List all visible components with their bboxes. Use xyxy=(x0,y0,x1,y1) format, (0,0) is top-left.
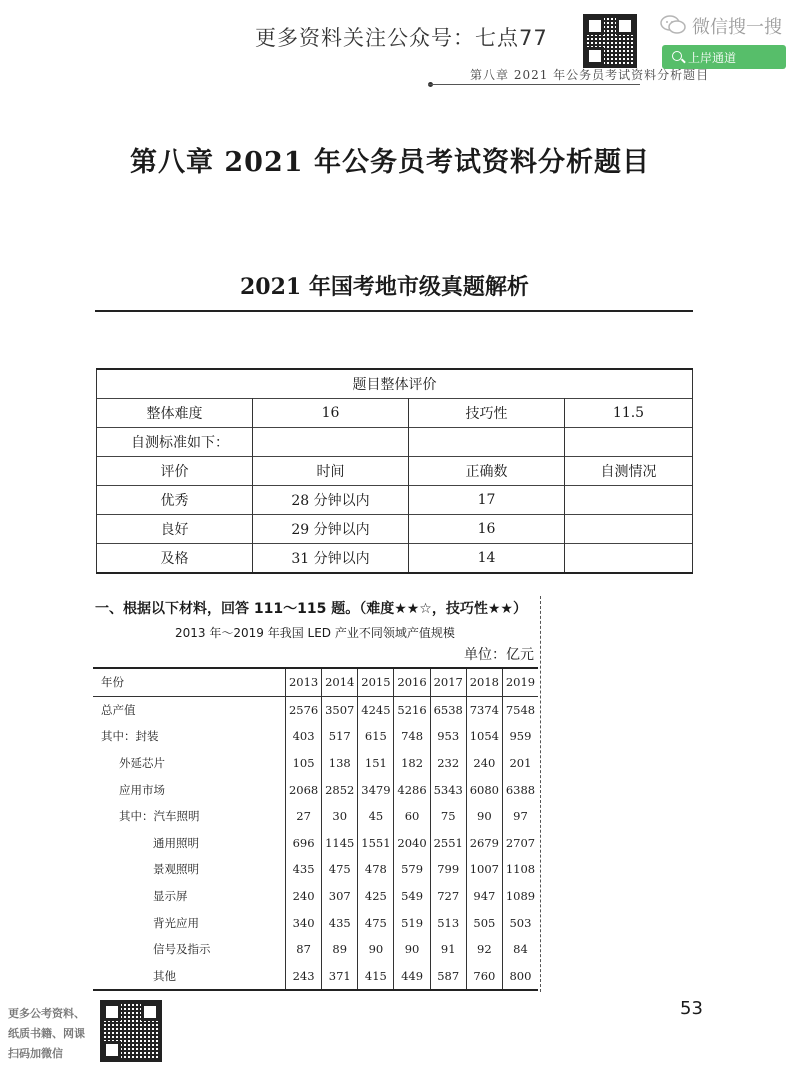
value-cell: 517 xyxy=(322,723,358,750)
evaluation-title: 题目整体评价 xyxy=(97,369,693,399)
value-cell: 478 xyxy=(358,856,394,883)
value-cell: 2679 xyxy=(466,830,502,857)
correct-cell: 17 xyxy=(409,486,565,515)
column-header-year: 2015 xyxy=(358,668,394,696)
value-cell: 90 xyxy=(358,936,394,963)
value-cell: 45 xyxy=(358,803,394,830)
row-label: 信号及指示 xyxy=(153,942,211,957)
value-cell: 340 xyxy=(286,909,322,936)
value-cell: 243 xyxy=(286,963,322,991)
value-cell: 84 xyxy=(502,936,538,963)
value-cell: 1089 xyxy=(502,883,538,910)
difficulty-value: 16 xyxy=(253,399,409,428)
row-label: 通用照明 xyxy=(153,835,199,850)
skill-label: 技巧性 xyxy=(409,399,565,428)
column-header-year: 2017 xyxy=(430,668,466,696)
value-cell: 105 xyxy=(286,750,322,777)
value-cell: 30 xyxy=(322,803,358,830)
evaluation-table xyxy=(96,368,693,574)
running-head-rule xyxy=(428,84,640,85)
skill-value: 11.5 xyxy=(565,399,693,428)
table-row xyxy=(93,803,538,830)
value-cell: 449 xyxy=(394,963,430,991)
row-label: 其中：汽车照明 xyxy=(119,809,200,824)
row-label: 背光应用 xyxy=(153,915,199,930)
value-cell: 2551 xyxy=(430,830,466,857)
value-cell: 425 xyxy=(358,883,394,910)
data-table-unit: 单位：亿元 xyxy=(464,647,534,663)
value-cell: 2040 xyxy=(394,830,430,857)
value-cell: 549 xyxy=(394,883,430,910)
value-cell: 89 xyxy=(322,936,358,963)
table-row xyxy=(93,856,538,883)
value-cell: 201 xyxy=(502,750,538,777)
value-cell: 97 xyxy=(502,803,538,830)
value-cell: 3479 xyxy=(358,776,394,803)
time-cell: 31 分钟以内 xyxy=(253,544,409,574)
table-row xyxy=(93,723,538,750)
row-label: 总产值 xyxy=(101,702,136,717)
qr-code-icon xyxy=(583,14,637,68)
value-cell: 2707 xyxy=(502,830,538,857)
grade-cell: 良好 xyxy=(97,515,253,544)
table-row xyxy=(93,936,538,963)
running-head: 第八章 2021 年公务员考试资料分析题目 xyxy=(470,68,710,82)
footer-line: 更多公考资料、 xyxy=(8,1007,85,1020)
table-row xyxy=(93,963,538,991)
grade-cell: 及格 xyxy=(97,544,253,574)
evaluation-row xyxy=(97,544,693,574)
column-header-year: 2019 xyxy=(502,668,538,696)
value-cell: 27 xyxy=(286,803,322,830)
row-label: 外延芯片 xyxy=(119,756,165,771)
value-cell: 953 xyxy=(430,723,466,750)
value-cell: 1145 xyxy=(322,830,358,857)
value-cell: 151 xyxy=(358,750,394,777)
value-cell: 799 xyxy=(430,856,466,883)
value-cell: 475 xyxy=(358,909,394,936)
value-cell: 519 xyxy=(394,909,430,936)
footer-promo xyxy=(8,1004,98,1064)
value-cell: 579 xyxy=(394,856,430,883)
table-row xyxy=(93,776,538,803)
value-cell: 505 xyxy=(466,909,502,936)
dashed-margin-line xyxy=(540,596,542,992)
value-cell: 232 xyxy=(430,750,466,777)
row-label: 应用市场 xyxy=(119,782,165,797)
wechat-search-button-label: 上岸通道 xyxy=(688,51,737,65)
header-time: 时间 xyxy=(253,457,409,486)
value-cell: 615 xyxy=(358,723,394,750)
self-test-note: 自测标准如下： xyxy=(97,428,253,457)
value-cell: 87 xyxy=(286,936,322,963)
value-cell: 1551 xyxy=(358,830,394,857)
difficulty-label: 整体难度 xyxy=(97,399,253,428)
footer-line: 纸质书籍、网课 xyxy=(8,1027,85,1040)
value-cell: 240 xyxy=(466,750,502,777)
value-cell: 1108 xyxy=(502,856,538,883)
grade-cell: 优秀 xyxy=(97,486,253,515)
value-cell: 403 xyxy=(286,723,322,750)
table-row xyxy=(93,830,538,857)
time-cell: 28 分钟以内 xyxy=(253,486,409,515)
header-grade: 评价 xyxy=(97,457,253,486)
value-cell: 75 xyxy=(430,803,466,830)
column-header-year: 2016 xyxy=(394,668,430,696)
value-cell: 6080 xyxy=(466,776,502,803)
promo-banner-text: 更多资料关注公众号：七点77 xyxy=(255,26,548,50)
value-cell: 503 xyxy=(502,909,538,936)
value-cell: 60 xyxy=(394,803,430,830)
header-correct: 正确数 xyxy=(409,457,565,486)
row-label: 景观照明 xyxy=(153,862,199,877)
value-cell: 435 xyxy=(322,909,358,936)
wechat-search-title: 微信搜一搜 xyxy=(692,17,782,38)
value-cell: 3507 xyxy=(322,696,358,723)
value-cell: 92 xyxy=(466,936,502,963)
value-cell: 415 xyxy=(358,963,394,991)
value-cell: 760 xyxy=(466,963,502,991)
value-cell: 90 xyxy=(394,936,430,963)
value-cell: 947 xyxy=(466,883,502,910)
value-cell: 5216 xyxy=(394,696,430,723)
header-self-check: 自测情况 xyxy=(565,457,693,486)
value-cell: 240 xyxy=(286,883,322,910)
value-cell: 6538 xyxy=(430,696,466,723)
value-cell: 727 xyxy=(430,883,466,910)
section-rule xyxy=(95,310,693,312)
chapter-title: 第八章 2021 年公务员考试资料分析题目 xyxy=(130,147,650,178)
row-label: 其他 xyxy=(93,963,286,991)
value-cell: 138 xyxy=(322,750,358,777)
evaluation-row xyxy=(97,486,693,515)
value-cell: 587 xyxy=(430,963,466,991)
question-intro: 一、根据以下材料，回答 111～115 题。（难度★★☆，技巧性★★） xyxy=(95,601,527,617)
footer-line: 扫码加微信 xyxy=(8,1047,63,1060)
value-cell: 371 xyxy=(322,963,358,991)
value-cell: 696 xyxy=(286,830,322,857)
column-header-year: 2014 xyxy=(322,668,358,696)
value-cell: 475 xyxy=(322,856,358,883)
row-label: 显示屏 xyxy=(153,889,188,904)
value-cell: 7374 xyxy=(466,696,502,723)
column-header-year: 2018 xyxy=(466,668,502,696)
value-cell: 6388 xyxy=(502,776,538,803)
correct-cell: 14 xyxy=(409,544,565,574)
column-header-label: 年份 xyxy=(93,668,286,696)
evaluation-row xyxy=(97,515,693,544)
data-table-title: 2013 年～2019 年我国 LED 产业不同领域产值规模 xyxy=(175,626,455,640)
time-cell: 29 分钟以内 xyxy=(253,515,409,544)
value-cell: 2576 xyxy=(286,696,322,723)
table-row xyxy=(93,750,538,777)
table-row xyxy=(93,696,538,723)
value-cell: 7548 xyxy=(502,696,538,723)
value-cell: 91 xyxy=(430,936,466,963)
led-output-table xyxy=(93,667,538,991)
value-cell: 1054 xyxy=(466,723,502,750)
value-cell: 4286 xyxy=(394,776,430,803)
value-cell: 307 xyxy=(322,883,358,910)
table-row xyxy=(93,883,538,910)
wechat-logo-icon xyxy=(660,15,686,35)
value-cell: 2852 xyxy=(322,776,358,803)
value-cell: 800 xyxy=(502,963,538,991)
value-cell: 1007 xyxy=(466,856,502,883)
search-icon xyxy=(672,51,682,61)
value-cell: 959 xyxy=(502,723,538,750)
value-cell: 513 xyxy=(430,909,466,936)
value-cell: 748 xyxy=(394,723,430,750)
footer-qr-code-icon xyxy=(100,1000,162,1062)
page-number: 53 xyxy=(680,998,703,1019)
value-cell: 435 xyxy=(286,856,322,883)
value-cell: 90 xyxy=(466,803,502,830)
value-cell: 4245 xyxy=(358,696,394,723)
column-header-year: 2013 xyxy=(286,668,322,696)
row-label: 其中：封装 xyxy=(101,729,159,744)
value-cell: 5343 xyxy=(430,776,466,803)
value-cell: 2068 xyxy=(286,776,322,803)
value-cell: 182 xyxy=(394,750,430,777)
section-title: 2021 年国考地市级真题解析 xyxy=(240,274,529,300)
correct-cell: 16 xyxy=(409,515,565,544)
table-row xyxy=(93,909,538,936)
